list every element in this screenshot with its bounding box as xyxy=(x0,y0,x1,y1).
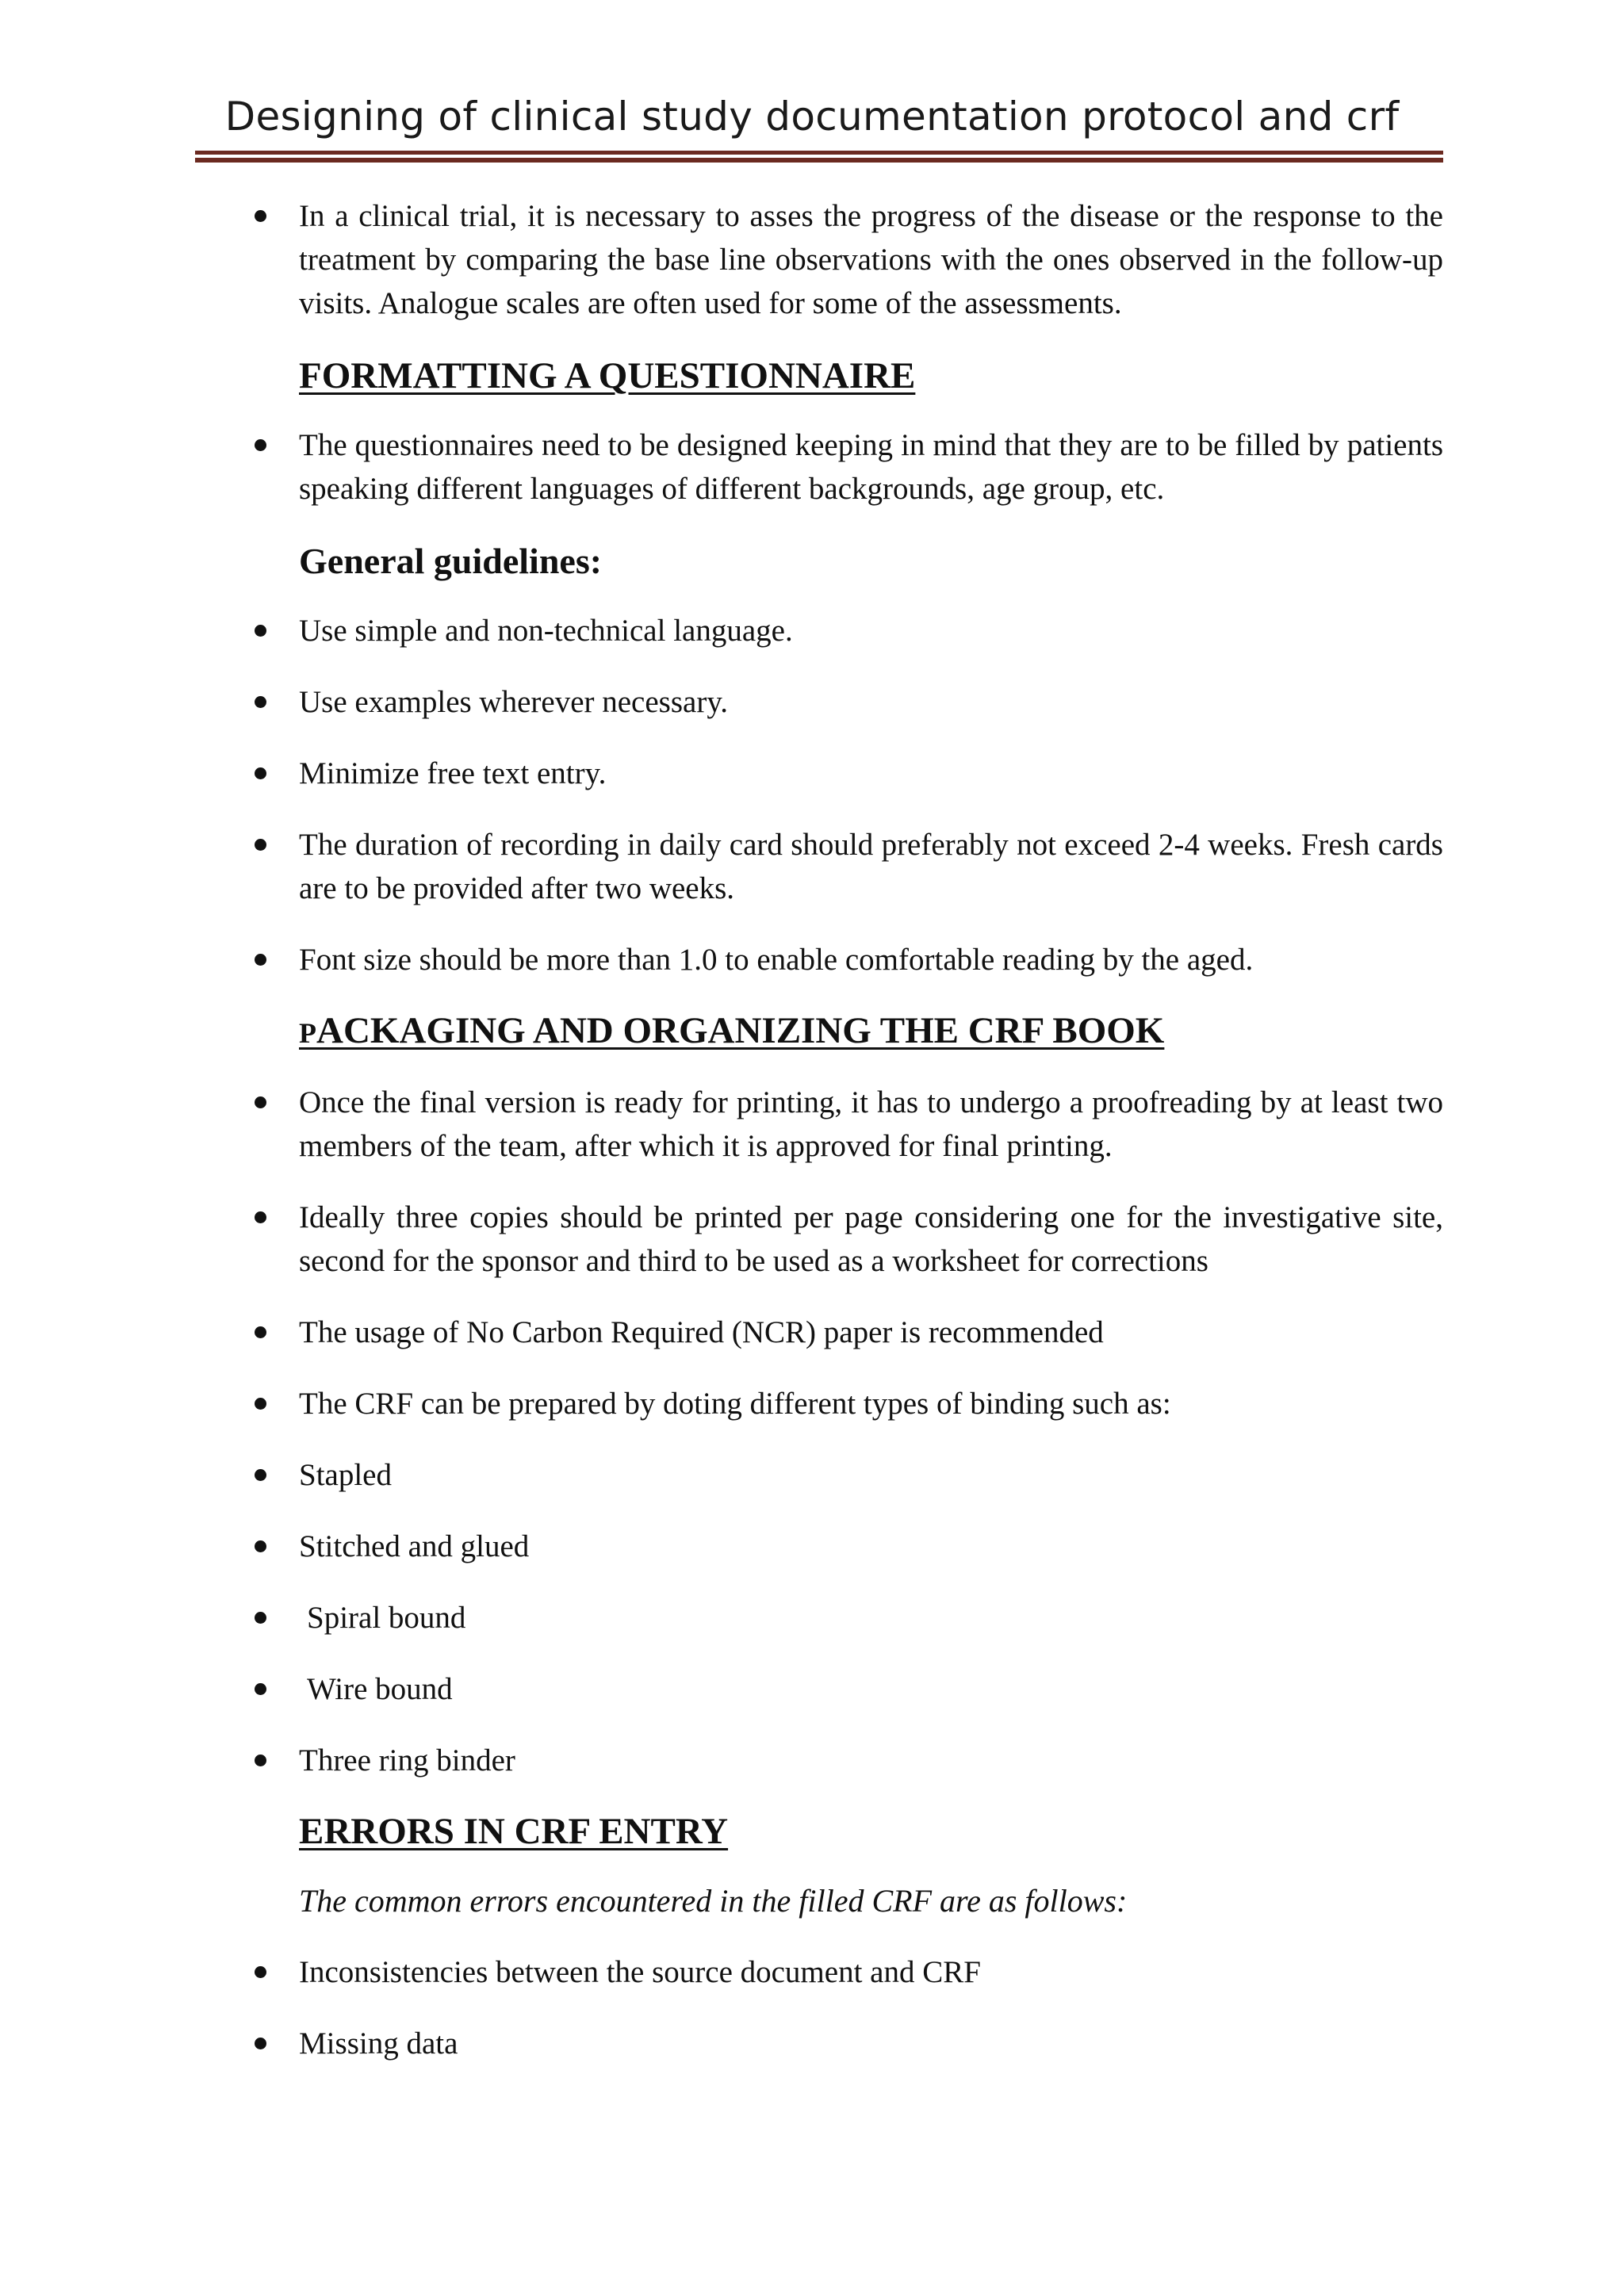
list-item xyxy=(299,1525,1443,1568)
bullet-icon xyxy=(255,839,266,851)
bullet-icon xyxy=(255,1612,266,1624)
bullet-icon xyxy=(255,1398,266,1410)
bullet-text: Wire bound xyxy=(307,1672,453,1706)
bullet-icon xyxy=(255,1326,266,1338)
list-item xyxy=(299,1739,1443,1782)
section-heading-errors: ERRORS IN CRF ENTRY xyxy=(299,1811,729,1852)
list-item xyxy=(299,1382,1443,1425)
bullet-text: Use simple and non-technical language. xyxy=(299,614,793,648)
bullet-icon xyxy=(255,625,266,637)
bullet-text: Three ring binder xyxy=(299,1743,515,1777)
list-item xyxy=(299,1453,1443,1497)
section-heading-packaging xyxy=(299,1007,1443,1057)
bullet-text: In a clinical trial, it is necessary to asses the progress of the disease or the response to the treatment by comparing the base line observations with the ones observed in the follow-up visits. Analogue scales are often used for some of the assessments. xyxy=(299,199,1443,320)
list-item xyxy=(299,752,1443,795)
list-item xyxy=(299,1596,1443,1640)
bullet-text: Stitched and glued xyxy=(299,1529,530,1563)
bullet-text: The questionnaires need to be designed keeping in mind that they are to be filled by patients speaking different languages of different backgrounds, age group, etc. xyxy=(299,428,1443,506)
list-item xyxy=(299,1081,1443,1168)
bullet-icon xyxy=(255,2038,266,2049)
bullet-text: Ideally three copies should be printed per page considering one for the investigative site, second for the sponsor and third to be used as a worksheet for corrections xyxy=(299,1200,1443,1278)
bullet-icon xyxy=(255,954,266,966)
header-rule-bottom xyxy=(195,158,1443,163)
header-rule-top xyxy=(195,151,1443,155)
bullet-text: The usage of No Carbon Required (NCR) paper is recommended xyxy=(299,1315,1104,1349)
bullet-text: Missing data xyxy=(299,2026,458,2061)
bullet-icon xyxy=(255,1683,266,1695)
list-item xyxy=(299,823,1443,910)
bullet-text: Inconsistencies between the source document and CRF xyxy=(299,1955,981,1989)
bullet-icon xyxy=(255,1966,266,1978)
bullet-icon xyxy=(255,210,266,222)
bullet-text: The duration of recording in daily card should preferably not exceed 2-4 weeks. Fresh cards are to be provided after two weeks. xyxy=(299,828,1443,905)
list-item xyxy=(299,1667,1443,1711)
bullet-text: Minimize free text entry. xyxy=(299,756,607,790)
subheading-general-guidelines: General guidelines: xyxy=(299,541,603,581)
heading-rest: ACKAGING AND ORGANIZING THE CRF BOOK xyxy=(316,1010,1165,1051)
section-heading-formatting: FORMATTING A QUESTIONNAIRE xyxy=(299,355,916,396)
list-item xyxy=(299,938,1443,982)
bullet-icon xyxy=(255,696,266,708)
list-item xyxy=(299,609,1443,652)
bullet-icon xyxy=(255,1540,266,1552)
list-item xyxy=(299,2022,1443,2065)
bullet-icon xyxy=(255,767,266,779)
bullet-text: Use examples wherever necessary. xyxy=(299,685,729,719)
bullet-icon xyxy=(255,1211,266,1223)
list-item xyxy=(299,423,1443,511)
bullet-text: Stapled xyxy=(299,1458,392,1492)
bullet-icon xyxy=(255,439,266,451)
heading-initial: P xyxy=(299,1017,316,1049)
document-body xyxy=(0,194,1624,2065)
list-item xyxy=(299,194,1443,325)
list-item xyxy=(299,680,1443,724)
bullet-text: The CRF can be prepared by doting different types of binding such as: xyxy=(299,1387,1171,1421)
bullet-icon xyxy=(255,1755,266,1766)
page-header-title: Designing of clinical study documentation protocol and crf xyxy=(224,94,1400,140)
bullet-text: Spiral bound xyxy=(307,1601,466,1635)
list-item xyxy=(299,1196,1443,1283)
list-item xyxy=(299,1311,1443,1354)
errors-intro-text: The common errors encountered in the filled CRF are as follows: xyxy=(299,1883,1128,1919)
list-item xyxy=(299,1950,1443,1994)
bullet-text: Once the final version is ready for printing, it has to undergo a proofreading by at least two members of the team, after which it is approved for final printing. xyxy=(299,1085,1443,1163)
bullet-icon xyxy=(255,1096,266,1108)
bullet-text: Font size should be more than 1.0 to enable comfortable reading by the aged. xyxy=(299,943,1254,977)
bullet-icon xyxy=(255,1469,266,1481)
